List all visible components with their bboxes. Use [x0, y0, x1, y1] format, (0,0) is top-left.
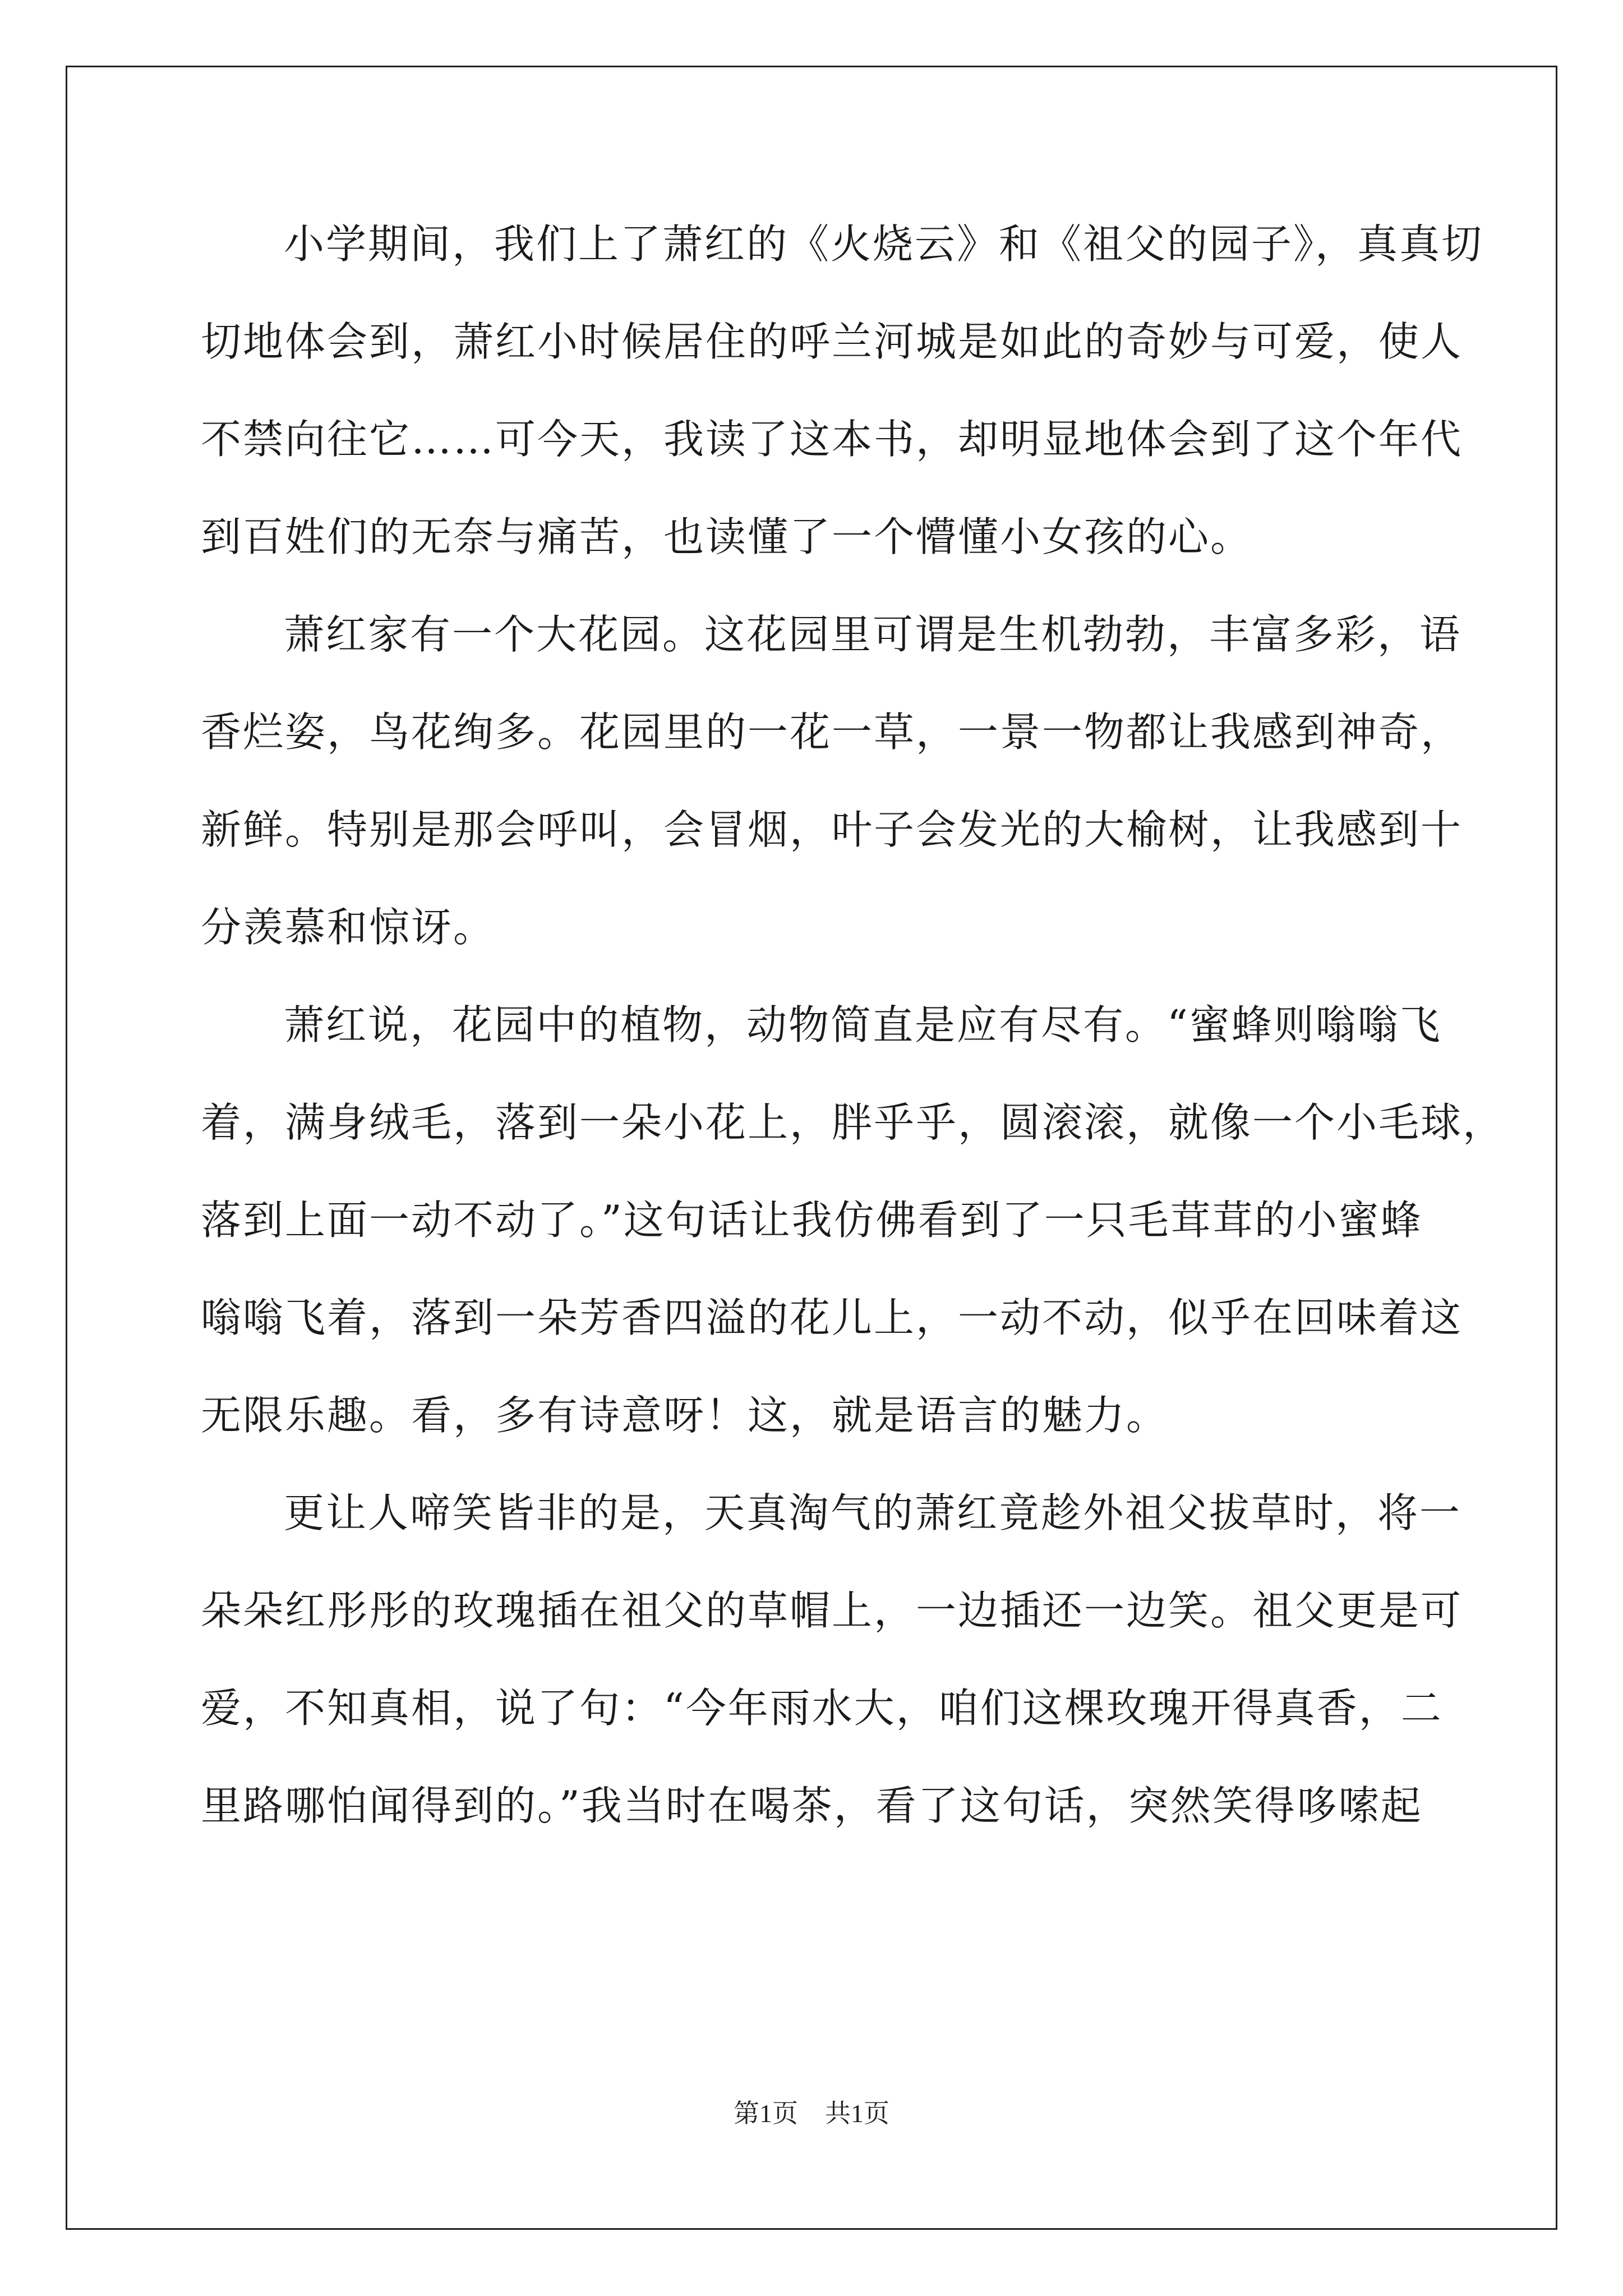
text-line: 更让人啼笑皆非的是，天真淘气的萧红竟趁外祖父拔草时，将一 [284, 1489, 1462, 1536]
paragraph-1 [201, 216, 1484, 565]
text-line: 切地体会到，萧红小时候居住的呼兰河城是如此的奇妙与可爱，使人 [201, 318, 1463, 365]
text-line: 萧红说，花园中的植物，动物简直是应有尽有。“蜜蜂则嗡嗡飞 [284, 1001, 1442, 1048]
page-total: 共1页 [825, 2099, 889, 2128]
text-line: 爱，不知真相，说了句：“今年雨水大，咱们这棵玫瑰开得真香，二 [201, 1685, 1443, 1732]
text-line: 萧红家有一个大花园。这花园里可谓是生机勃勃，丰富多彩，语 [284, 611, 1462, 658]
text-line: 着，满身绒毛，落到一朵小花上，胖乎乎，圆滚滚，就像一个小毛球， [201, 1099, 1505, 1146]
paragraph-3 [201, 997, 1505, 1443]
text-line: 嗡嗡飞着，落到一朵芳香四溢的花儿上，一动不动，似乎在回味着这 [201, 1294, 1463, 1341]
paragraph-2 [201, 606, 1463, 955]
page-footer [0, 2097, 1623, 2131]
text-line: 里路哪怕闻得到的。”我当时在喝茶，看了这句话，突然笑得哆嗦起 [201, 1782, 1423, 1829]
text-line: 落到上面一动不动了。”这句话让我仿佛看到了一只毛茸茸的小蜜蜂 [201, 1197, 1423, 1244]
document-body [201, 216, 1505, 1875]
text-line: 分羡慕和惊讶。 [201, 904, 496, 951]
text-line: 不禁向往它……可今天，我读了这本书，却明显地体会到了这个年代 [201, 416, 1463, 463]
text-line: 小学期间，我们上了萧红的《火烧云》和《祖父的园子》，真真切 [284, 220, 1484, 268]
page-number: 第1页 [734, 2099, 798, 2128]
text-line: 无限乐趣。看，多有诗意呀！这，就是语言的魅力。 [201, 1392, 1169, 1439]
text-line: 朵朵红彤彤的玫瑰插在祖父的草帽上，一边插还一边笑。祖父更是可 [201, 1587, 1463, 1634]
text-line: 到百姓们的无奈与痛苦，也读懂了一个懵懂小女孩的心。 [201, 513, 1253, 560]
text-line: 新鲜。特别是那会呼叫，会冒烟，叶子会发光的大榆树，让我感到十 [201, 806, 1463, 853]
paragraph-4 [201, 1485, 1463, 1834]
text-line: 香烂姿，鸟花绚多。花园里的一花一草，一景一物都让我感到神奇， [201, 708, 1463, 756]
